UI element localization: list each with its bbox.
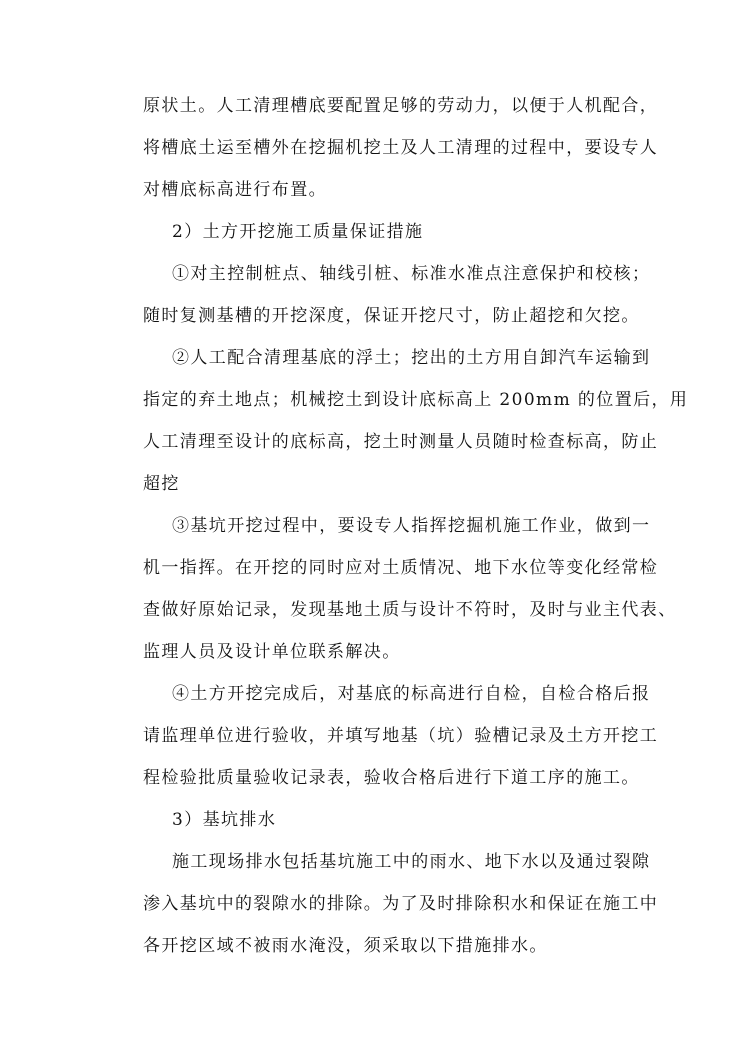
text-line: ④土方开挖完成后，对基底的标高进行自检，自检合格后报 <box>172 684 651 704</box>
text-line: ②人工配合清理基底的浮土；挖出的土方用自卸汽车运输到 <box>172 348 651 368</box>
text-line: 程检验批质量验收记录表，验收合格后进行下道工序的施工。 <box>143 768 640 788</box>
text-line: 随时复测基槽的开挖深度，保证开挖尺寸，防止超挖和欠挖。 <box>143 306 640 326</box>
text-line: 查做好原始记录，发现基地土质与设计不符时，及时与业主代表、 <box>143 600 677 620</box>
text-line: 各开挖区域不被雨水淹没，须采取以下措施排水。 <box>143 936 548 956</box>
text-line: ③基坑开挖过程中，要设专人指挥挖掘机施工作业，做到一 <box>172 516 651 536</box>
text-line: 指定的弃土地点；机械挖土到设计底标高上 200mm 的位置后，用 <box>143 390 689 410</box>
section-heading: 2）土方开挖施工质量保证措施 <box>172 222 424 242</box>
text-line: 将槽底土运至槽外在挖掘机挖土及人工清理的过程中，要设专人 <box>143 138 659 158</box>
text-line: 请监理单位进行验收，并填写地基（坑）验槽记录及土方开挖工 <box>143 726 659 746</box>
text-line: ①对主控制桩点、轴线引桩、标准水准点注意保护和校核； <box>172 264 651 284</box>
text-line: 渗入基坑中的裂隙水的排除。为了及时排除积水和保证在施工中 <box>143 894 659 914</box>
text-line: 施工现场排水包括基坑施工中的雨水、地下水以及通过裂隙 <box>172 852 651 872</box>
text-line: 原状土。人工清理槽底要配置足够的劳动力，以便于人机配合， <box>143 96 659 116</box>
text-line: 人工清理至设计的底标高，挖土时测量人员随时检查标高，防止 <box>143 432 659 452</box>
text-line: 机一指挥。在开挖的同时应对土质情况、地下水位等变化经常检 <box>143 558 659 578</box>
section-heading: 3）基坑排水 <box>172 810 277 830</box>
text-line: 对槽底标高进行布置。 <box>143 180 327 200</box>
text-line: 监理人员及设计单位联系解决。 <box>143 642 401 662</box>
text-line: 超挖 <box>143 474 180 494</box>
